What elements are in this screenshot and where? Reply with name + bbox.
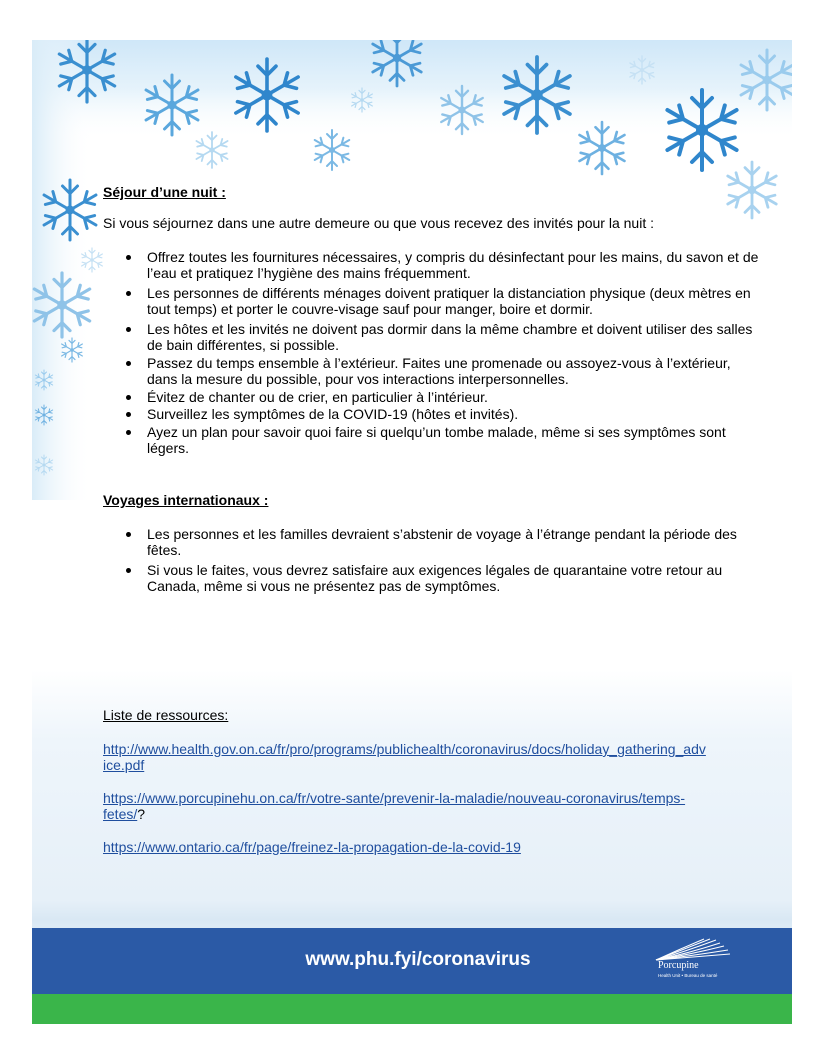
international-section bbox=[103, 492, 763, 594]
logo-name: Porcupine bbox=[658, 960, 699, 971]
international-list bbox=[103, 526, 763, 594]
footer-green-band bbox=[32, 994, 792, 1024]
overnight-intro: Si vous séjournez dans une autre demeure ou que vous recevez des invités pour la nuit : bbox=[103, 215, 654, 231]
overnight-section bbox=[103, 184, 763, 456]
list-item: Les personnes de différents ménages doivent pratiquer la distanciation physique (deux mètres en tout temps) et porter le couvre-visage sauf pour manger, boire et dormir. bbox=[147, 285, 763, 321]
footer-band bbox=[32, 928, 792, 994]
resource-link-health-gov[interactable] bbox=[103, 741, 763, 773]
resource-line-porcupine bbox=[103, 790, 763, 822]
link-suffix: ? bbox=[137, 806, 146, 822]
list-item: Surveillez les symptômes de la COVID-19 (hôtes et invités). bbox=[147, 406, 763, 424]
resource-link-porcupinehu[interactable] bbox=[103, 790, 685, 822]
link-text: https://www.porcupinehu.on.ca/fr/votre-sante/prevenir-la-maladie/nouveau-coronavirus/temps- bbox=[103, 790, 686, 806]
list-item: Évitez de chanter ou de crier, en particulier à l’intérieur. bbox=[147, 389, 763, 406]
list-item: Passez du temps ensemble à l’extérieur. Faites une promenade ou assoyez-vous à l’extérieur, dans la mesure du possible, pour vos interactions interpersonnelles. bbox=[147, 355, 763, 389]
overnight-list bbox=[103, 249, 763, 456]
resource-link-ontario[interactable]: https://www.ontario.ca/fr/page/freinez-la-propagation-de-la-covid-19 bbox=[103, 839, 521, 855]
link-text: http://www.health.gov.on.ca/fr/pro/programs/publichealth/coronavirus/docs/holiday_gathering_adv bbox=[103, 741, 706, 757]
link-text: ice.pdf bbox=[103, 757, 145, 773]
logo-rays-icon bbox=[654, 938, 734, 962]
resources-section bbox=[103, 707, 763, 855]
link-text: fetes/ bbox=[103, 806, 138, 822]
logo-tagline: Health Unit • Bureau de santé bbox=[658, 973, 718, 978]
porcupine-logo bbox=[654, 938, 754, 990]
resources-heading: Liste de ressources: bbox=[103, 707, 229, 723]
list-item: Ayez un plan pour savoir quoi faire si quelqu’un tombe malade, même si ses symptômes sont légers. bbox=[147, 424, 763, 456]
overnight-heading: Séjour d’une nuit : bbox=[103, 184, 226, 200]
footer-url[interactable]: www.phu.fyi/coronavirus bbox=[305, 949, 531, 970]
international-heading: Voyages internationaux : bbox=[103, 492, 269, 508]
list-item: Si vous le faites, vous devrez satisfaire aux exigences légales de quarantaine votre retour au Canada, même si vous ne présentez pas de symptômes. bbox=[147, 562, 763, 594]
list-item: Les personnes et les familles devraient s’abstenir de voyage à l’étrange pendant la période des fêtes. bbox=[147, 526, 763, 562]
document-page bbox=[32, 40, 792, 1024]
list-item: Offrez toutes les fournitures nécessaires, y compris du désinfectant pour les mains, du savon et de l’eau et pratiquez l’hygiène des mains fréquemment. bbox=[147, 249, 763, 285]
list-item: Les hôtes et les invités ne doivent pas dormir dans la même chambre et doivent utiliser des salles de bain différentes, si possible. bbox=[147, 321, 763, 355]
